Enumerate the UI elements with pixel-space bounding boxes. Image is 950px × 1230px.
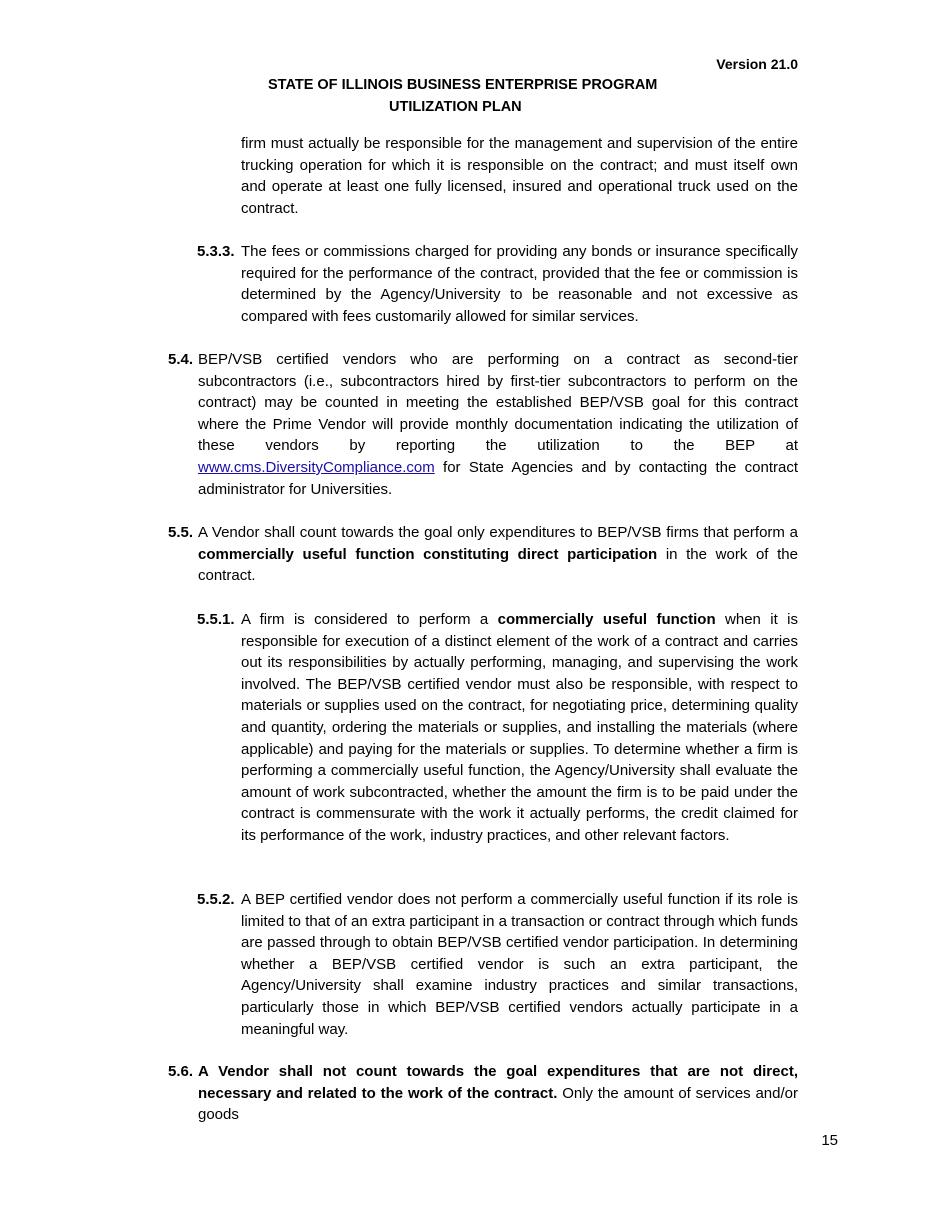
section-5-5-paragraph (198, 522, 798, 587)
section-5-5-bold-phrase: commercially useful function constituting direct participation (198, 545, 658, 563)
section-5-4-paragraph (198, 349, 798, 500)
section-5-5-text-before: A Vendor shall count towards the goal only expenditures to BEP/VSB firms that perform a (198, 524, 798, 541)
continued-paragraph: firm must actually be responsible for the management and supervision of the entire trucking operation for which it is responsible on the contract; and must itself own and operate at least one fully licensed, insured and operational truck used on the contract. (241, 135, 798, 217)
diversity-compliance-link[interactable]: www.cms.DiversityCompliance.com (198, 458, 435, 476)
section-5-4-text-after: for State Agencies and by contacting the contract administrator for Universities. (198, 458, 798, 498)
section-number-5-3-3: 5.3.3. (197, 243, 235, 260)
section-5-6-paragraph (198, 1061, 798, 1126)
document-subtitle: UTILIZATION PLAN (389, 99, 522, 115)
section-5-6-bold-sentence: A Vendor shall not count towards the goal expenditures that are not direct, necessary and related to the work of the contract. (198, 1063, 798, 1102)
page-number: 15 (821, 1132, 838, 1149)
section-number-5-5-1: 5.5.1. (197, 611, 235, 628)
section-5-5-1-bold-phrase: commercially useful function (497, 611, 716, 628)
section-5-3-3-text: The fees or commissions charged for providing any bonds or insurance specifically required for the performance of the contract, provided that the fee or commission is determined by the Agency/University to be reasonable and not excessive as compared with fees customarily allowed for similar services. (241, 243, 798, 325)
section-5-6-text-after: Only the amount of services and/or goods (198, 1084, 798, 1124)
section-number-5-4: 5.4. (168, 351, 194, 368)
section-5-5-1-text-after: when it is responsible for execution of a distinct element of the work of a contract and carries out its responsibilities by actually performing, managing, and supervising the work involved. The BEP/VSB certified vendor must also be responsible, with respect to materials or supplies used on the contract, for negotiating price, determining quality and quantity, ordering the materials or supplies, and installing the materials (where applicable) and paying for the materials or supplies. To determine whether a firm is performing a commercially useful function, the Agency/University shall evaluate the amount of work subcontracted, whether the amount the firm is to be paid under the contract is commensurate with the work it actually performs, the credit claimed for its performance of the work, industry practices, and other relevant factors. (241, 611, 799, 844)
section-5-5-2-text: A BEP certified vendor does not perform a commercially useful function if its role is limited to that of an extra participant in a transaction or contract through which funds are passed through to obtain BEP/VSB certified vendor participation. In determining whether a BEP/VSB certified vendor is such an extra participant, the Agency/University shall examine industry practices and similar transactions, particularly those in which BEP/VSB certified vendors actually participate in a meaningful way. (241, 891, 798, 1038)
section-5-5-1-paragraph (241, 609, 798, 847)
section-number-5-5-2: 5.5.2. (197, 891, 235, 908)
section-number-5-5: 5.5. (168, 524, 194, 541)
section-number-5-6: 5.6. (168, 1063, 194, 1080)
document-title: STATE OF ILLINOIS BUSINESS ENTERPRISE PROGRAM (268, 77, 658, 93)
version-label: Version 21.0 (716, 56, 798, 72)
section-5-5-text-after: in the work of the contract. (198, 545, 798, 585)
section-5-4-text-before: BEP/VSB certified vendors who are performing on a contract as second-tier subcontractors (i.e., subcontractors hired by first-tier subcontractors to perform on the contract) may be counted in meeting the established BEP/VSB goal for this contract where the Prime Vendor will provide monthly documentation indicating the utilization of these vendors by reporting the utilization to the BEP at (198, 351, 798, 455)
section-5-5-1-text-before: A firm is considered to perform a (241, 611, 489, 628)
